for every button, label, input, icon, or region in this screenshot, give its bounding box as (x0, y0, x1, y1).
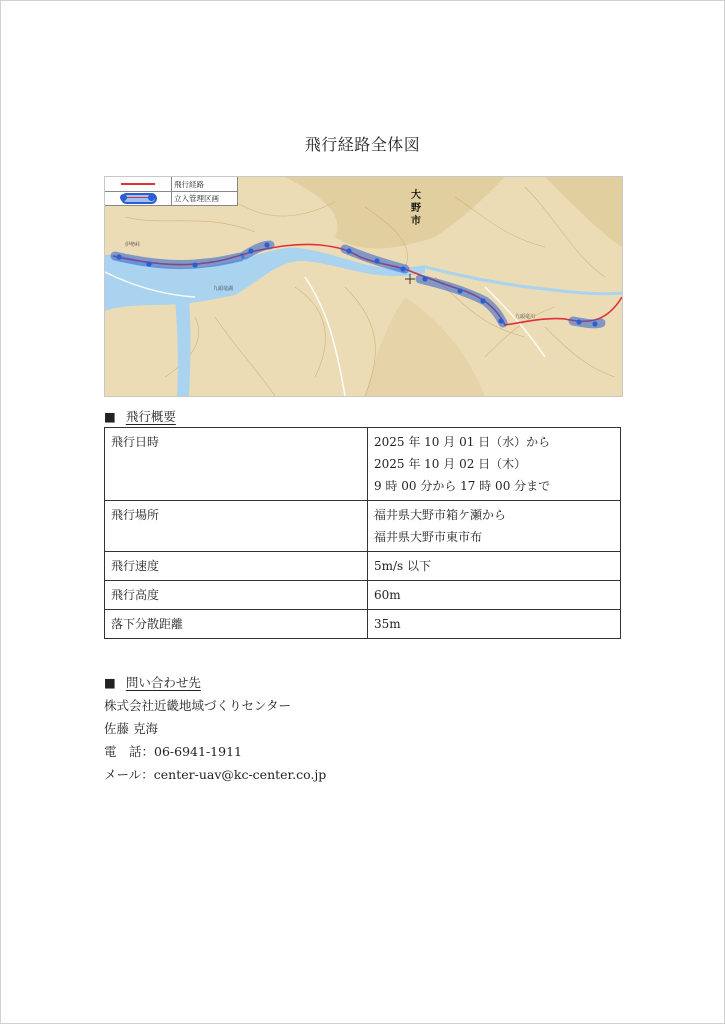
legend-row-area (105, 191, 237, 205)
city-label (411, 189, 421, 228)
area-marker (346, 248, 351, 253)
legend-area-label: 立入管理区画 (174, 194, 219, 203)
overview-table-body (105, 428, 621, 639)
row-value (368, 552, 621, 581)
row-label: 落下分散距離 (105, 610, 368, 639)
route-line-icon (121, 183, 155, 185)
city-char: 大 (411, 190, 421, 201)
row-value (368, 581, 621, 610)
city-char: 市 (411, 216, 421, 227)
row-value-line: 35m (374, 617, 401, 631)
legend-route-label: 飛行経路 (174, 180, 204, 189)
row-value-line: 60m (374, 588, 401, 602)
overview-heading (104, 407, 176, 425)
area-marker (457, 288, 462, 293)
area-marker (248, 248, 253, 253)
lake-label: 九頭竜湖 (213, 286, 234, 292)
table-row (105, 501, 621, 552)
row-value-line: 2025 年 10 月 01 日（水）から (374, 435, 551, 449)
row-label: 飛行場所 (105, 501, 368, 552)
overview-table (104, 427, 621, 639)
overview-heading-text: 飛行概要 (125, 409, 176, 424)
contact-heading (104, 673, 201, 691)
area-marker (480, 298, 485, 303)
square-bullet-icon: ■ (104, 675, 116, 690)
contact-person: 佐藤 克海 (104, 721, 158, 736)
area-marker (422, 276, 427, 281)
row-value (368, 610, 621, 639)
row-label: 飛行日時 (105, 428, 368, 501)
contact-company: 株式会社近畿地域づくりセンター (104, 698, 292, 713)
table-row (105, 581, 621, 610)
area-marker (576, 319, 581, 324)
table-row (105, 428, 621, 501)
square-bullet-icon: ■ (104, 409, 116, 424)
city-char: 野 (411, 203, 421, 214)
area-dot-icon (148, 194, 155, 201)
area-marker (498, 318, 503, 323)
row-value-line: 5m/s 以下 (374, 559, 432, 573)
row-value-line: 福井県大野市箱ケ瀬から (374, 508, 507, 522)
right-area-label: 九頭竜川 (515, 314, 536, 320)
area-marker (116, 254, 121, 259)
row-value-line: 2025 年 10 月 02 日（木） (374, 457, 527, 471)
page-title: 飛行経路全体図 (304, 135, 421, 154)
area-marker (192, 262, 197, 267)
table-row (105, 552, 621, 581)
contact-heading-text: 問い合わせ先 (125, 675, 201, 690)
area-dot-icon (120, 194, 127, 201)
map-legend (105, 177, 238, 206)
row-value-line: 福井県大野市東市布 (374, 530, 483, 544)
row-value (368, 428, 621, 501)
map-graphic (105, 177, 622, 396)
contact-phone: 電 話：06-6941-1911 (104, 744, 242, 759)
area-marker (400, 266, 405, 271)
area-marker (264, 242, 269, 247)
legend-row-route (105, 177, 237, 192)
contact-email[interactable]: メール：center-uav@kc-center.co.jp (104, 767, 327, 782)
legend-route-symbol (105, 177, 172, 191)
row-label: 飛行高度 (105, 581, 368, 610)
row-value-line: 9 時 00 分から 17 時 00 分まで (374, 479, 551, 493)
area-marker (592, 321, 597, 326)
route-map (104, 176, 623, 397)
left-area-label: 伊勢峠 (125, 242, 141, 248)
area-marker (374, 258, 379, 263)
area-marker (146, 261, 151, 266)
legend-area-symbol (105, 191, 172, 205)
row-value (368, 501, 621, 552)
row-label: 飛行速度 (105, 552, 368, 581)
table-row (105, 610, 621, 639)
